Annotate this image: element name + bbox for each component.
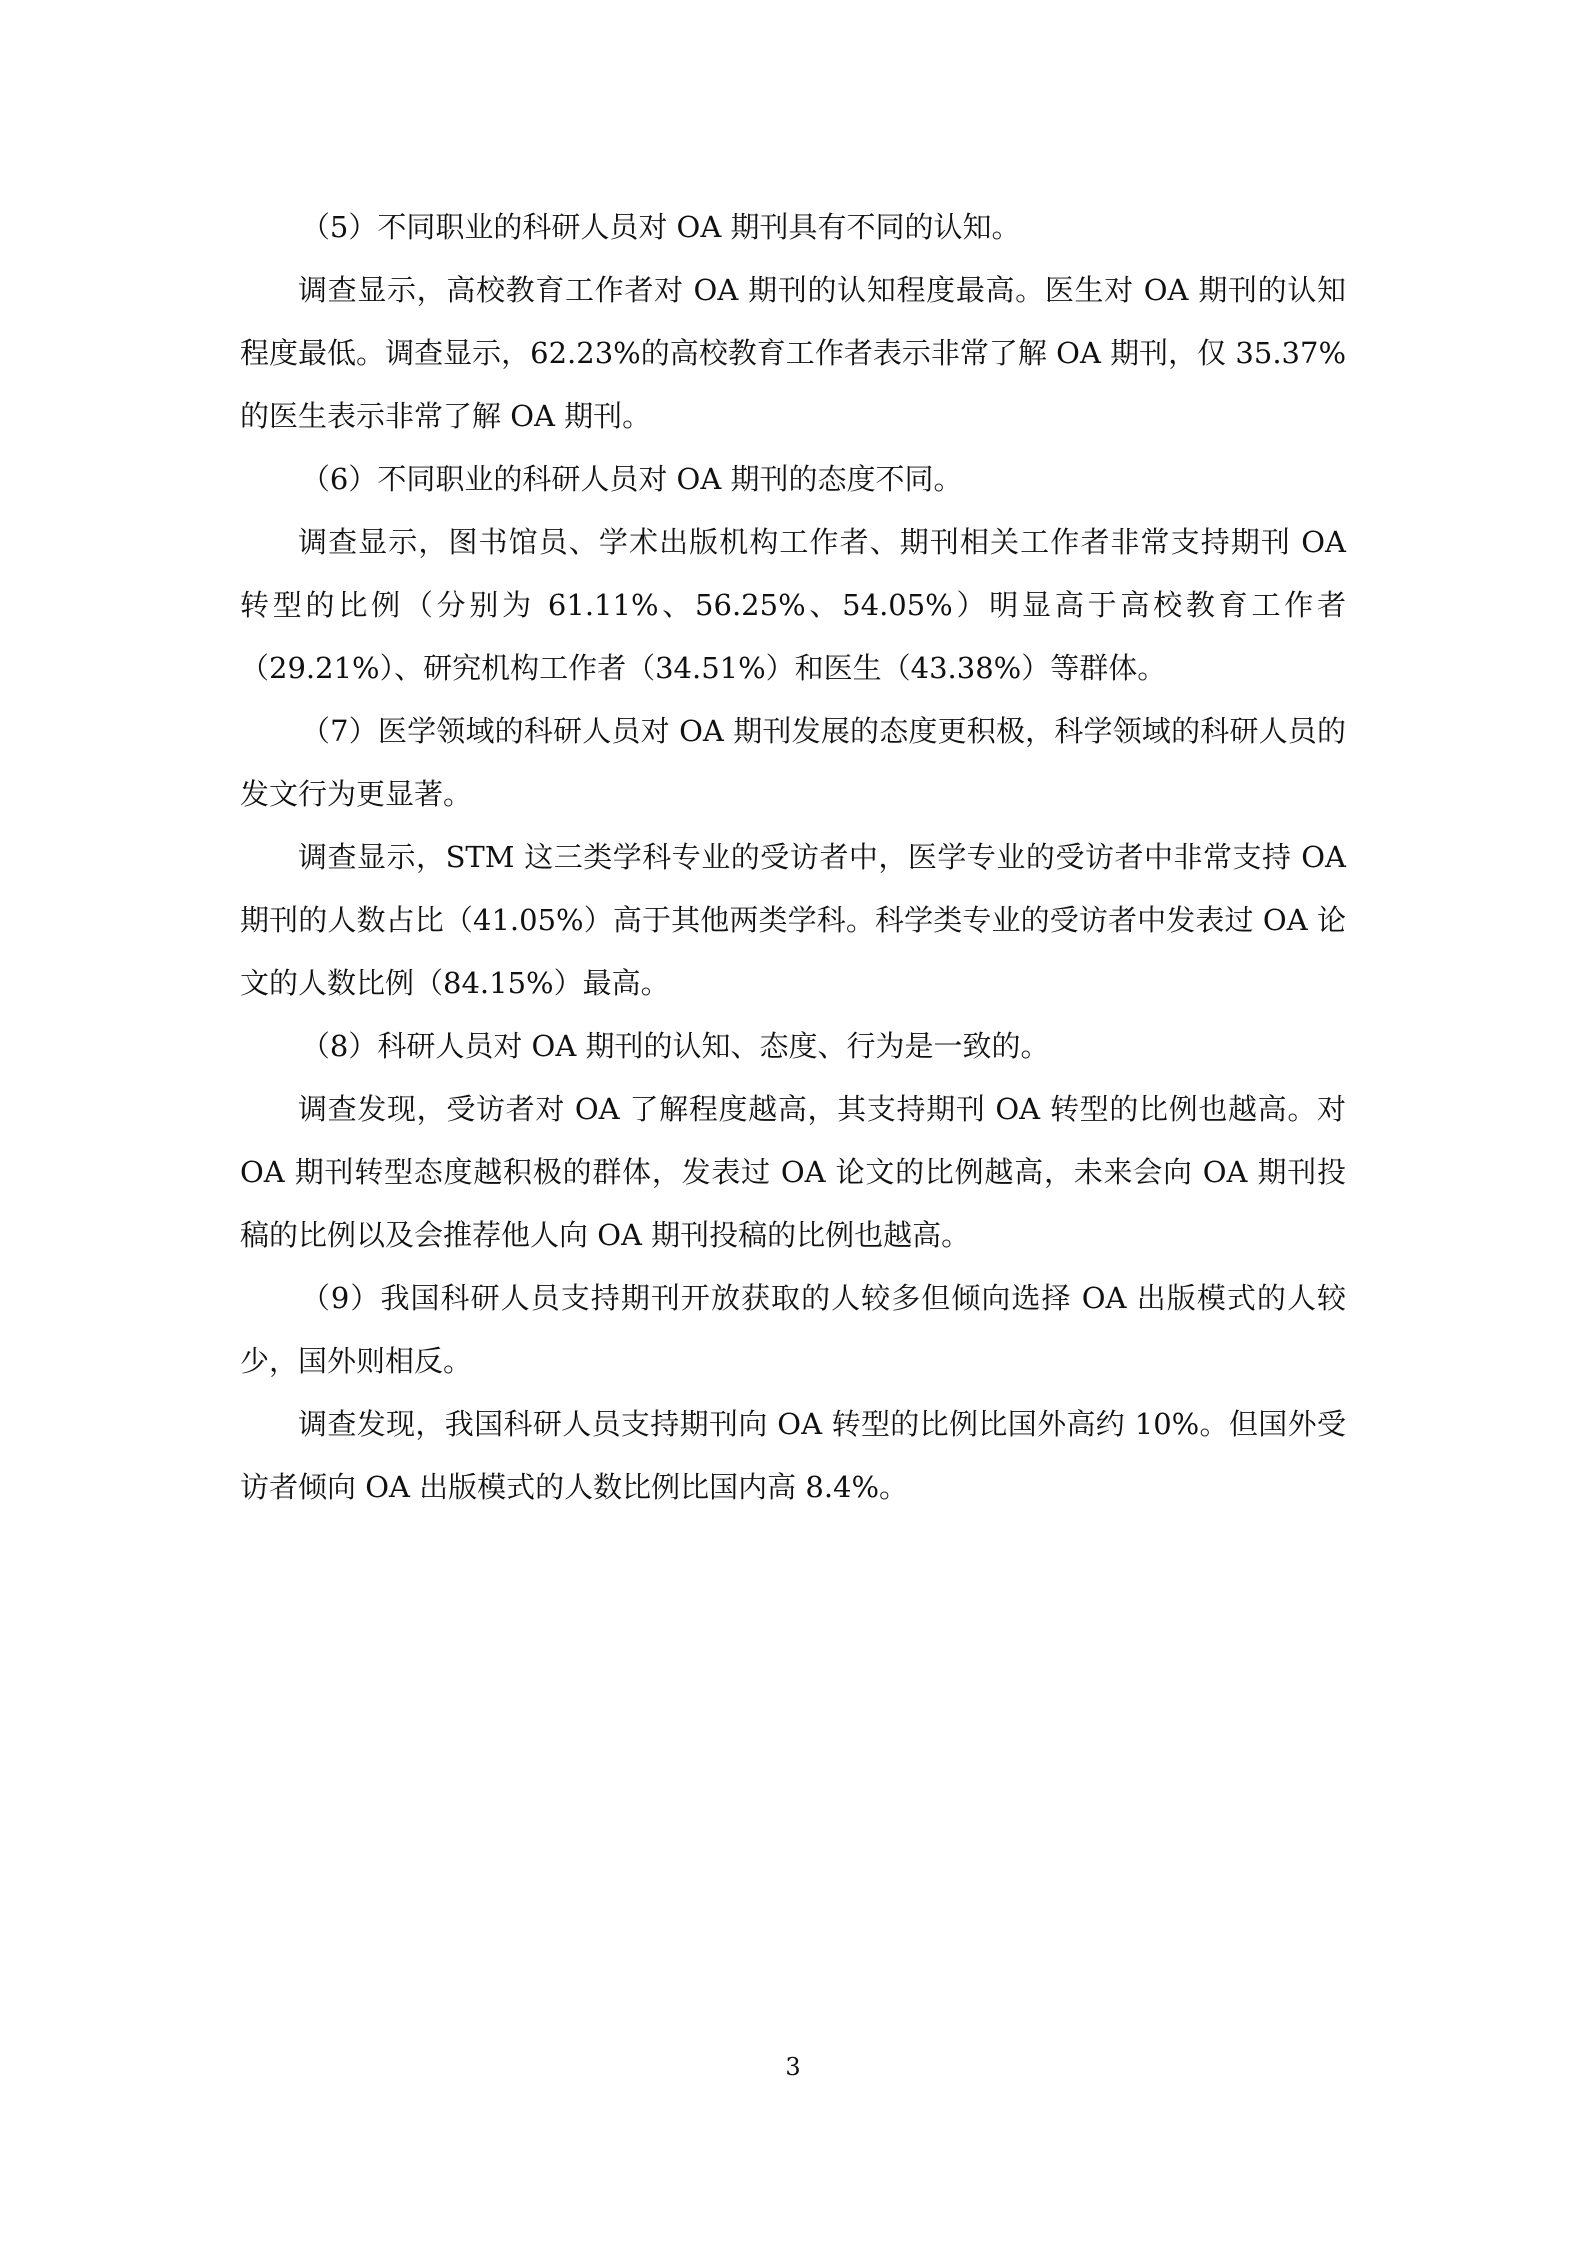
finding-9-heading: （9）我国科研人员支持期刊开放获取的人较多但倾向选择 OA 出版模式的人较少，国外则相反。 — [240, 1281, 1346, 1378]
finding-9-body: 调查发现，我国科研人员支持期刊向 OA 转型的比例比国外高约 10%。但国外受访者倾向 OA 出版模式的人数比例比国内高 8.4%。 — [240, 1407, 1346, 1504]
body-text — [240, 196, 1346, 1519]
finding-6-heading: （6）不同职业的科研人员对 OA 期刊的态度不同。 — [300, 462, 963, 496]
page-number: 3 — [785, 2053, 801, 2081]
finding-5-heading: （5）不同职业的科研人员对 OA 期刊具有不同的认知。 — [300, 210, 1021, 244]
finding-6-body: 调查显示，图书馆员、学术出版机构工作者、期刊相关工作者非常支持期刊 OA 转型的比例（分别为 61.11%、56.25%、54.05%）明显高于高校教育工作者（29.21%）、研究机构工作者（34.51%）和医生（43.38%）等群体。 — [240, 525, 1346, 685]
finding-8-heading: （8）科研人员对 OA 期刊的认知、态度、行为是一致的。 — [300, 1029, 1050, 1063]
finding-7-body: 调查显示，STM 这三类学科专业的受访者中，医学专业的受访者中非常支持 OA 期刊的人数占比（41.05%）高于其他两类学科。科学类专业的受访者中发表过 OA 论文的人数比例（84.15%）最高。 — [240, 840, 1346, 1000]
finding-5-body: 调查显示，高校教育工作者对 OA 期刊的认知程度最高。医生对 OA 期刊的认知程度最低。调查显示，62.23%的高校教育工作者表示非常了解 OA 期刊，仅 35.37%的医生表示非常了解 OA 期刊。 — [240, 273, 1346, 433]
finding-7-heading: （7）医学领域的科研人员对 OA 期刊发展的态度更积极，科学领域的科研人员的发文行为更显著。 — [240, 714, 1346, 811]
finding-8-body: 调查发现，受访者对 OA 了解程度越高，其支持期刊 OA 转型的比例也越高。对 OA 期刊转型态度越积极的群体，发表过 OA 论文的比例越高，未来会向 OA 期刊投稿的比例以及会推荐他人向 OA 期刊投稿的比例也越高。 — [240, 1092, 1346, 1252]
